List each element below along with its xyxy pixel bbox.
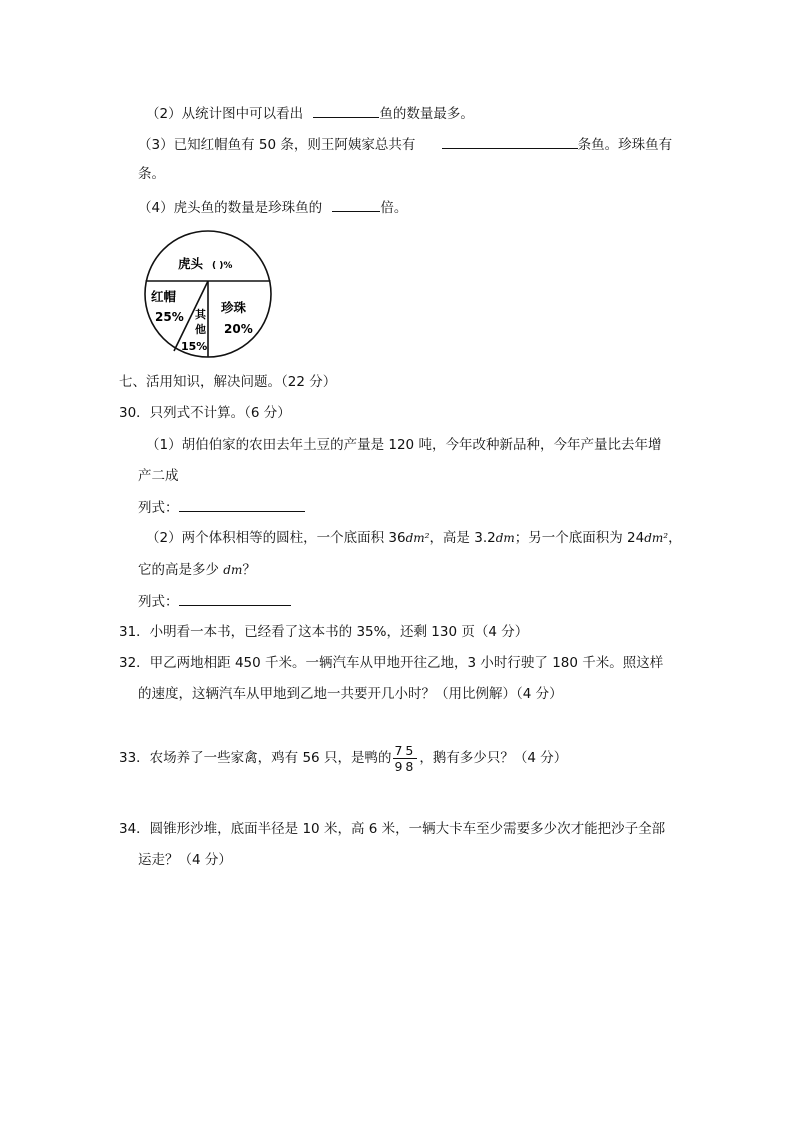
q34-line2: 运走？（4 分） [138, 852, 232, 868]
q33-fraction-denominator: 98 [394, 758, 417, 774]
q30-part2-answer-blank[interactable] [179, 591, 291, 606]
q30-part2-line2-suffix: ？ [242, 562, 256, 578]
q30-part2-answer [138, 591, 291, 612]
pie-label-hutou-pct: ( )% [212, 261, 233, 271]
q32-line2: 的速度，这辆汽车从甲地到乙地一共要开几小时？（用比例解）（4 分） [138, 686, 563, 702]
q29-part2-suffix: 鱼的数量最多。 [379, 106, 474, 122]
q30-part2-line2-text: 它的高是多少 [138, 562, 219, 578]
q30-title: 30．只列式不计算。（6 分） [119, 405, 291, 421]
q33-text-before: 33．农场养了一些家禽，鸡有 56 只，是鸭的 [119, 750, 392, 766]
q29-part3-blank[interactable] [442, 134, 578, 149]
q29-part4-blank[interactable] [332, 197, 380, 212]
pie-label-qita-2: 他 [195, 323, 206, 336]
q30-part2-text-d: ， [668, 530, 682, 546]
q29-part4-text: （4）虎头鱼的数量是珍珠鱼的 [138, 200, 323, 216]
q33-fraction [393, 743, 417, 774]
q30-part2-line1 [146, 528, 682, 548]
q29-part2 [146, 103, 474, 124]
q30-part2-answer-label: 列式： [138, 594, 179, 610]
unit-dm-b: dm [223, 563, 243, 577]
q31-text: 31．小明看一本书，已经看了这本书的 35%，还剩 130 页（4 分） [119, 624, 529, 640]
unit-dm2-a: dm² [405, 531, 430, 545]
pie-label-zhenzhu-pct: 20% [224, 322, 253, 336]
q30-part1-answer-label: 列式： [138, 500, 179, 516]
q32-line1: 32．甲乙两地相距 450 千米。一辆汽车从甲地开往乙地，3 小时行驶了 180 千米。照这样 [119, 655, 664, 671]
q30-part2-line2 [138, 560, 256, 580]
q30-part1-line2: 产二成 [138, 468, 179, 484]
q29-part3-text: （3）已知红帽鱼有 50 条，则王阿姨家总共有 [138, 137, 416, 153]
q30-part1-answer [138, 497, 305, 518]
unit-dm2-b: dm² [644, 531, 669, 545]
section7-title: 七、活用知识，解决问题。（22 分） [119, 374, 337, 390]
q30-part2-text-c: ；另一个底面积为 24 [514, 530, 645, 546]
pie-label-qita-1: 其 [195, 308, 206, 321]
q29-part3-cont: 条。 [138, 166, 165, 182]
pie-label-hongmao-pct: 25% [155, 310, 184, 324]
pie-label-zhenzhu: 珍珠 [221, 300, 247, 315]
q30-part2-text-a: （2）两个体积相等的圆柱，一个底面积 36 [146, 530, 406, 546]
q34-line1: 34．圆锥形沙堆，底面半径是 10 米，高 6 米，一辆大卡车至少需要多少次才能把沙子全部 [119, 821, 666, 837]
q30-part2-text-b: ，高是 3.2 [429, 530, 496, 546]
q29-part3-suffix: 条鱼。珍珠鱼有 [577, 137, 673, 153]
pie-label-hongmao: 红帽 [151, 289, 177, 304]
unit-dm-a: dm [495, 531, 515, 545]
q33-fraction-numerator: 75 [394, 742, 417, 758]
q29-part4 [138, 197, 407, 218]
pie-label-hutou: 虎头 [178, 256, 204, 271]
q30-part1-line1: （1）胡伯伯家的农田去年土豆的产量是 120 吨，今年改种新品种，今年产量比去年增 [146, 437, 662, 453]
fish-pie-chart [138, 228, 278, 360]
pie-label-qita-pct: 15% [181, 340, 208, 353]
q29-part4-suffix: 倍。 [380, 200, 408, 216]
q29-part2-blank[interactable] [313, 103, 379, 118]
q33-text-after: ，鹅有多少只？（4 分） [419, 750, 568, 766]
q33-text [119, 738, 567, 780]
q29-part3 [138, 134, 672, 155]
q30-part1-answer-blank[interactable] [179, 497, 305, 512]
q29-part2-text: （2）从统计图中可以看出 [146, 106, 304, 122]
